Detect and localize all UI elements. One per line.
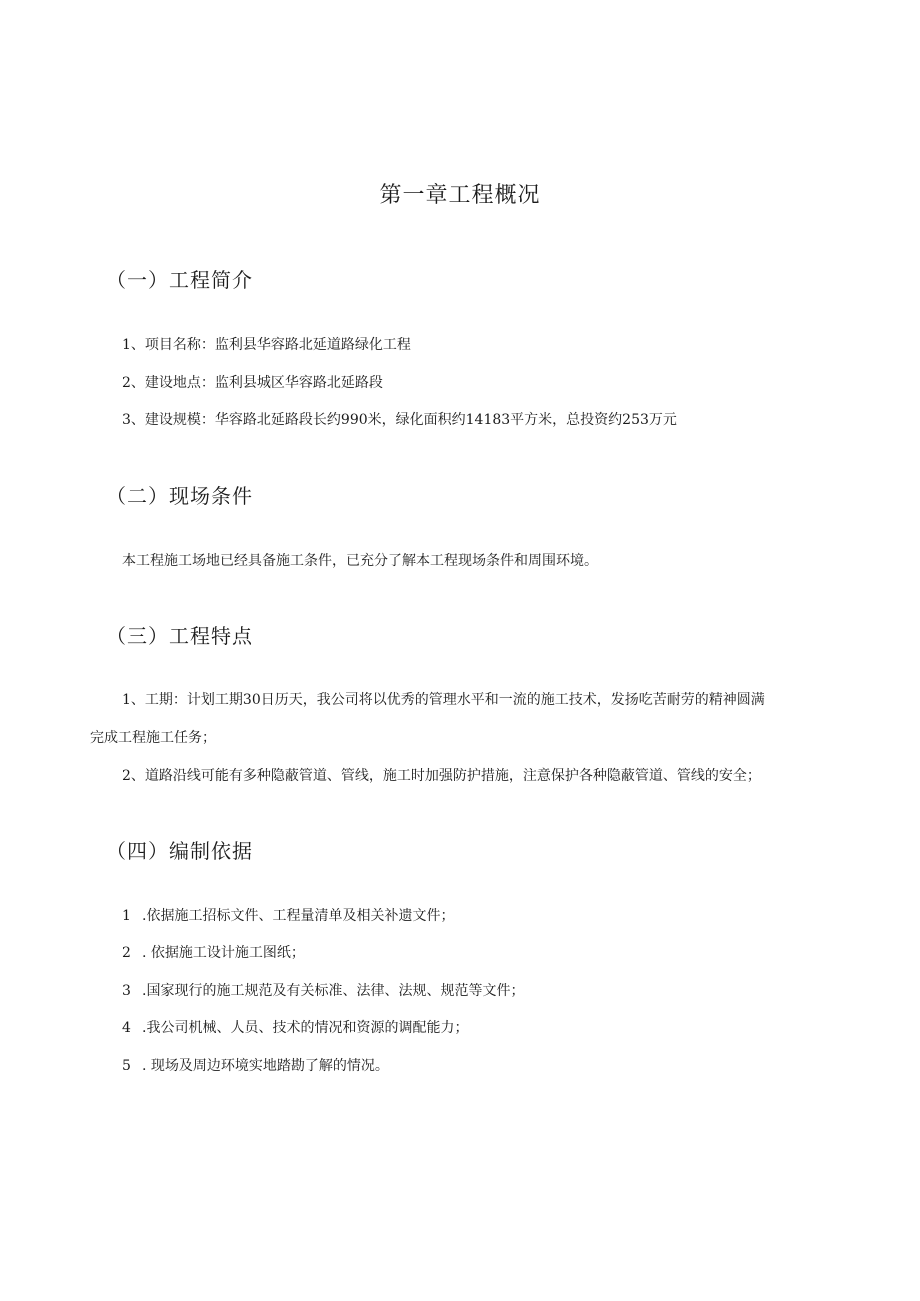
schedule-item-line2: 完成工程施工任务； bbox=[90, 730, 216, 746]
site-conditions-paragraph: 本工程施工场地已经具备施工条件，已充分了解本工程现场条件和周围环境。 bbox=[122, 553, 598, 569]
schedule-item-line1: 1、工期：计划工期30日历天，我公司将以优秀的管理水平和一流的施工技术，发扬吃苦耐劳的精神圆满 bbox=[122, 692, 765, 708]
basis-item bbox=[122, 981, 524, 1001]
basis-item bbox=[122, 1018, 468, 1038]
basis-item-number: 2 bbox=[122, 945, 131, 961]
construction-scale-item: 3、建设规模：华容路北延路段长约990米，绿化面积约14183平方米，总投资约253万元 bbox=[122, 412, 677, 428]
basis-item bbox=[122, 906, 454, 926]
basis-item-number: 1 bbox=[122, 908, 131, 924]
basis-item-number: 5 bbox=[122, 1058, 131, 1074]
basis-item-number: 4 bbox=[122, 1020, 131, 1036]
section-heading-basis: （四）编制依据 bbox=[106, 839, 253, 863]
basis-item bbox=[122, 943, 305, 963]
basis-item-text: .国家现行的施工规范及有关标准、法律、法规、规范等文件； bbox=[142, 983, 525, 999]
construction-site-item: 2、建设地点：监利县城区华容路北延路段 bbox=[122, 375, 383, 391]
section-heading-overview: （一）工程简介 bbox=[106, 268, 253, 292]
basis-item-text: . 现场及周边环境实地踏勘了解的情况。 bbox=[142, 1058, 389, 1074]
basis-item-text: .我公司机械、人员、技术的情况和资源的调配能力； bbox=[142, 1020, 469, 1036]
basis-item-number: 3 bbox=[122, 983, 131, 999]
basis-item-text: .依据施工招标文件、工程量清单及相关补遗文件； bbox=[142, 908, 455, 924]
basis-item bbox=[122, 1056, 389, 1076]
pipeline-item: 2、道路沿线可能有多种隐蔽管道、管线，施工时加强防护措施，注意保护各种隐蔽管道、管线的安全； bbox=[122, 768, 761, 784]
section-heading-site-conditions: （二）现场条件 bbox=[106, 484, 253, 508]
section-heading-features: （三）工程特点 bbox=[106, 624, 253, 648]
basis-item-text: . 依据施工设计施工图纸； bbox=[142, 945, 305, 961]
chapter-title: 第一章工程概况 bbox=[379, 183, 541, 208]
project-name-item: 1、项目名称：监利县华容路北延道路绿化工程 bbox=[122, 337, 411, 353]
